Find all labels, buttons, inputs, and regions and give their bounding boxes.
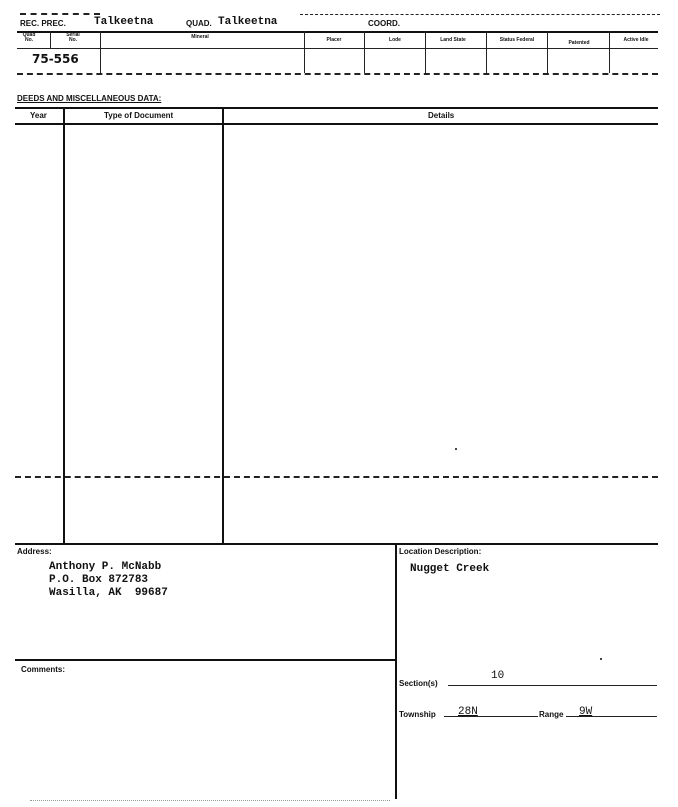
top-table-divider bbox=[364, 31, 365, 73]
header-top-rule-right bbox=[300, 14, 660, 15]
quad-label: QUAD. bbox=[186, 19, 212, 28]
deeds-bottom-rule bbox=[15, 543, 658, 545]
active-idle-header: Active Idle bbox=[623, 37, 649, 43]
deeds-header-bottom-rule bbox=[15, 123, 658, 125]
top-table-divider bbox=[425, 31, 426, 73]
coord-label: COORD. bbox=[368, 19, 400, 28]
address-location-divider bbox=[395, 543, 397, 799]
patented-header: Patented bbox=[568, 40, 590, 46]
deeds-dashed-rule bbox=[15, 476, 658, 478]
serial-no-header: Serial No. bbox=[66, 32, 80, 43]
deeds-column-divider bbox=[222, 107, 224, 544]
quad-value: Talkeetna bbox=[218, 16, 278, 28]
section-fill-line bbox=[448, 685, 657, 686]
range-label: Range bbox=[539, 710, 564, 719]
comments-label: Comments: bbox=[21, 665, 66, 674]
range-value: 9W bbox=[579, 706, 593, 718]
address-line-1: Anthony P. McNabb bbox=[49, 561, 162, 573]
deeds-section-title: DEEDS AND MISCELLANEOUS DATA: bbox=[17, 94, 162, 103]
header-top-rule bbox=[20, 13, 100, 15]
rec-prec-label: REC. PREC. bbox=[20, 19, 66, 28]
quad-number-value: 75-556 bbox=[32, 52, 79, 66]
quad-no-header: Quad No. bbox=[22, 32, 36, 43]
top-table-divider bbox=[100, 31, 101, 73]
address-line-2: P.O. Box 872783 bbox=[49, 574, 149, 586]
top-table-bottom-rule bbox=[17, 73, 658, 75]
section-label: Section(s) bbox=[399, 679, 438, 688]
top-table-divider bbox=[304, 31, 305, 73]
scan-noise bbox=[455, 448, 457, 450]
placer-header: Placer bbox=[326, 37, 342, 43]
land-state-header: Land State bbox=[440, 37, 466, 43]
top-table-header-rule bbox=[17, 31, 658, 33]
township-label: Township bbox=[399, 710, 436, 719]
address-label: Address: bbox=[17, 547, 52, 556]
section-value: 10 bbox=[491, 670, 505, 682]
top-table-divider bbox=[609, 31, 610, 73]
deeds-column-divider bbox=[63, 107, 65, 544]
scan-noise bbox=[30, 800, 390, 801]
status-federal-header: Status Federal bbox=[499, 37, 535, 43]
comments-top-rule bbox=[15, 659, 395, 661]
mineral-header: Mineral bbox=[191, 34, 209, 40]
address-line-3: Wasilla, AK 99687 bbox=[49, 587, 168, 599]
location-description-value: Nugget Creek bbox=[410, 563, 490, 575]
scan-noise bbox=[600, 658, 602, 660]
rec-prec-value: Talkeetna bbox=[94, 16, 154, 28]
top-table-subheader-rule bbox=[17, 48, 658, 49]
document-type-header: Type of Document bbox=[104, 111, 174, 120]
top-table-divider bbox=[547, 31, 548, 73]
lode-header: Lode bbox=[389, 37, 401, 43]
details-header: Details bbox=[428, 111, 455, 120]
top-table-divider bbox=[50, 31, 51, 48]
top-table-divider bbox=[486, 31, 487, 73]
location-description-label: Location Description: bbox=[399, 547, 482, 556]
year-header: Year bbox=[30, 111, 47, 120]
township-value: 28N bbox=[458, 706, 478, 718]
deeds-header-top-rule bbox=[15, 107, 658, 109]
